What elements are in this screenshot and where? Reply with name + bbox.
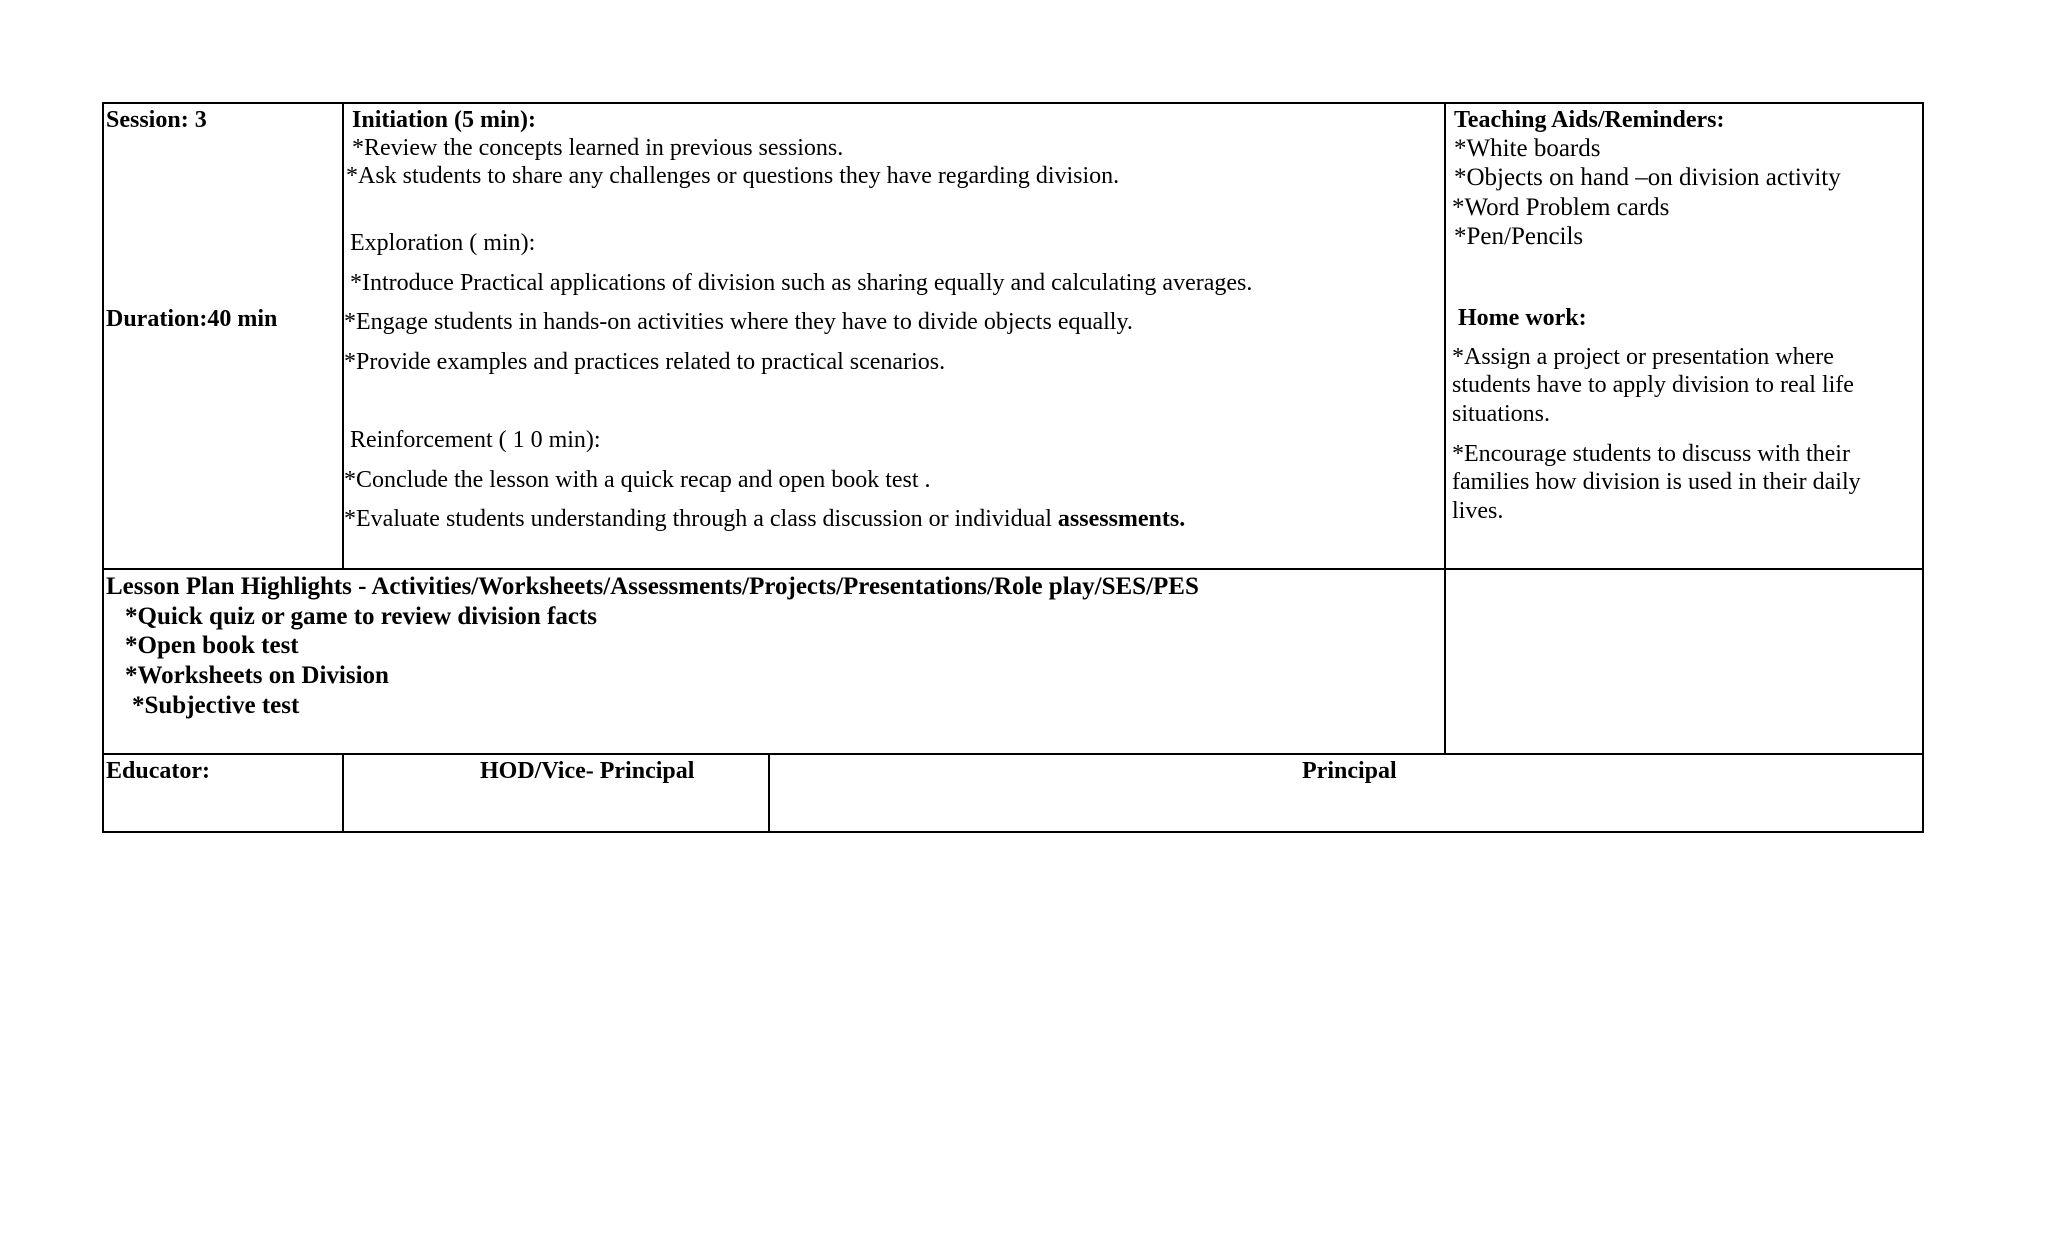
initiation-item: *Ask students to share any challenges or questions they have regarding division.	[346, 163, 1120, 189]
aids-heading: Teaching Aids/Reminders:	[1454, 107, 1725, 133]
homework-line: situations.	[1452, 401, 1551, 427]
homework-line: lives.	[1452, 498, 1504, 524]
reinforcement-item: *Conclude the lesson with a quick recap and open book test .	[344, 467, 931, 493]
educator-label: Educator:	[106, 758, 210, 784]
aids-item: *Pen/Pencils	[1454, 223, 1584, 250]
homework-line: *Encourage students to discuss with their	[1452, 441, 1850, 467]
reinforcement-heading: Reinforcement ( 1 0 min):	[350, 427, 601, 453]
homework-line: *Assign a project or presentation where	[1452, 344, 1834, 370]
highlights-item: *Quick quiz or game to review division facts	[125, 603, 597, 630]
reinforcement-item-text: *Evaluate students understanding through a class discussion or individual	[344, 506, 1058, 532]
aids-item: *Word Problem cards	[1452, 194, 1670, 221]
exploration-item: *Engage students in hands-on activities where they have to divide objects equally.	[344, 309, 1133, 335]
exploration-item: *Provide examples and practices related to practical scenarios.	[344, 349, 946, 375]
homework-line: students have to apply division to real life	[1452, 372, 1854, 398]
initiation-item: *Review the concepts learned in previous sessions.	[352, 135, 844, 161]
homework-line: families how division is used in their daily	[1452, 469, 1861, 495]
highlights-item: *Subjective test	[132, 692, 300, 719]
exploration-heading: Exploration ( min):	[350, 230, 536, 256]
session-cell	[102, 102, 344, 570]
aids-item: *Objects on hand –on division activity	[1454, 164, 1841, 191]
highlights-item: *Worksheets on Division	[125, 662, 389, 689]
reinforcement-item	[344, 507, 1185, 531]
highlights-item: *Open book test	[125, 632, 299, 659]
hod-label: HOD/Vice- Principal	[480, 758, 695, 784]
principal-label: Principal	[1302, 758, 1397, 784]
homework-heading: Home work:	[1458, 305, 1587, 331]
exploration-item: *Introduce Practical applications of division such as sharing equally and calculating averages.	[350, 270, 1253, 296]
session-label: Session: 3	[106, 107, 207, 133]
initiation-heading: Initiation (5 min):	[352, 107, 537, 133]
aids-item: *White boards	[1454, 135, 1601, 162]
highlights-side-cell	[1444, 568, 1924, 755]
duration-label: Duration:40 min	[106, 306, 278, 332]
assessments-bold-text: assessments.	[1057, 506, 1186, 532]
highlights-heading: Lesson Plan Highlights - Activities/Worksheets/Assessments/Projects/Presentations/Role play/SES/PES	[106, 573, 1199, 600]
